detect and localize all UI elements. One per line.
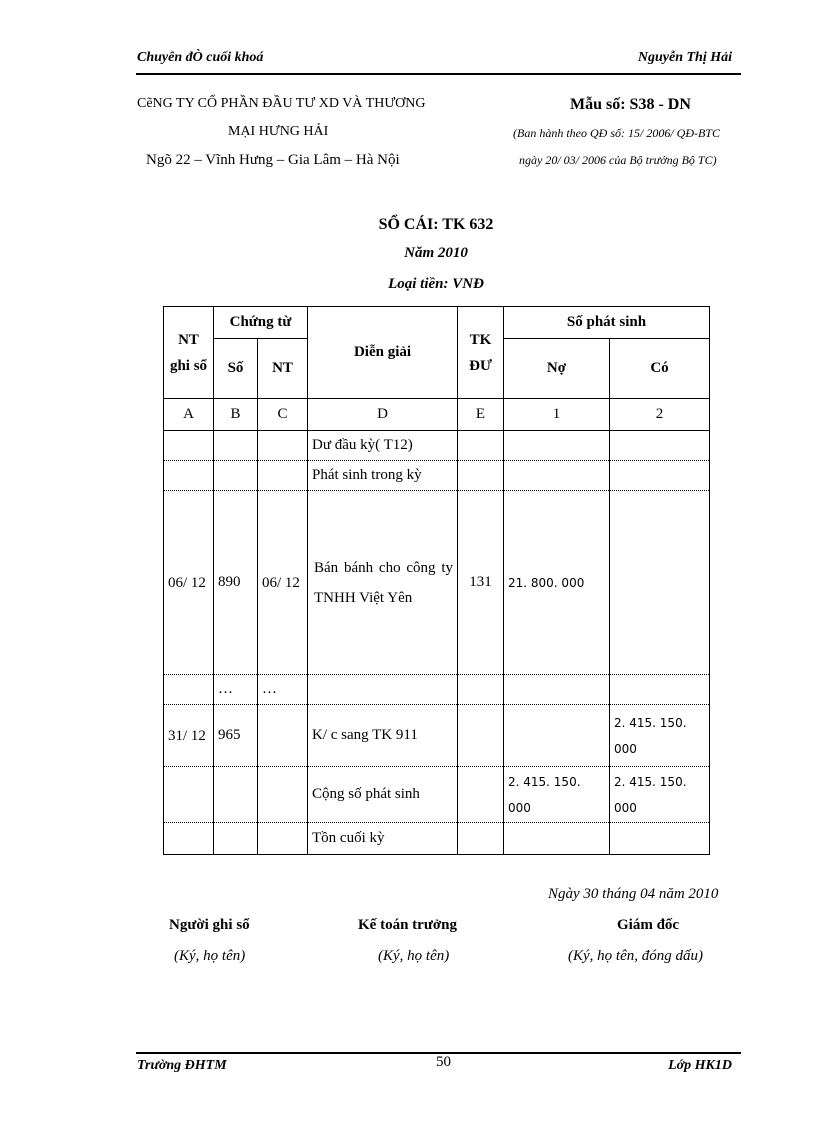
table-row bbox=[164, 461, 710, 491]
cell-dien-giai: Dư đầu kỳ( T12) bbox=[308, 431, 458, 461]
signer-chief-accountant-note: (Ký, họ tên) bbox=[378, 948, 450, 964]
cell-dien-giai: K/ c sang TK 911 bbox=[308, 705, 458, 767]
signature-date: Ngày 30 tháng 04 năm 2010 bbox=[548, 886, 719, 902]
cell-nt: 31/ 12 bbox=[164, 705, 214, 767]
header-divider bbox=[136, 73, 741, 75]
ledger-title: SỔ CÁI: TK 632 bbox=[378, 216, 494, 233]
form-issued-line2: ngày 20/ 03/ 2006 của Bộ trưởng Bộ TC) bbox=[519, 153, 717, 167]
cell-nt bbox=[164, 675, 214, 705]
cell-co: 2. 415. 150. 000 bbox=[610, 767, 710, 823]
cell-so: … bbox=[214, 675, 258, 705]
cell-so: 890 bbox=[214, 491, 258, 675]
cell-no bbox=[504, 823, 610, 855]
cell-nt bbox=[164, 823, 214, 855]
cell-tk bbox=[458, 767, 504, 823]
form-issued-line1: (Ban hành theo QĐ số: 15/ 2006/ QĐ-BTC bbox=[513, 126, 720, 140]
table-row bbox=[164, 491, 710, 675]
cell-dien-giai: Phát sinh trong kỳ bbox=[308, 461, 458, 491]
signer-bookkeeper-note: (Ký, họ tên) bbox=[174, 948, 246, 964]
cell-tk bbox=[458, 431, 504, 461]
ledger-table bbox=[163, 306, 710, 855]
header-so: Số bbox=[214, 339, 258, 399]
cell-so: 965 bbox=[214, 705, 258, 767]
cell-nt bbox=[164, 767, 214, 823]
header-tk-du: TK ĐƯ bbox=[458, 307, 504, 399]
cell-no bbox=[504, 705, 610, 767]
cell-dien-giai: Cộng số phát sinh bbox=[308, 767, 458, 823]
header-so-phat-sinh: Số phát sinh bbox=[504, 307, 710, 339]
cell-ntc bbox=[258, 705, 308, 767]
ledger-currency: Loại tiền: VNĐ bbox=[388, 276, 484, 292]
cell-so bbox=[214, 823, 258, 855]
signer-director-title: Giám đốc bbox=[617, 917, 680, 933]
company-name-line1: CẽNG TY CỔ PHẦN ĐẦU TƯ XD VÀ THƯƠNG bbox=[137, 96, 426, 111]
cell-no: 21. 800. 000 bbox=[504, 491, 610, 675]
cell-co: 2. 415. 150. 000 bbox=[610, 705, 710, 767]
cell-ntc bbox=[258, 461, 308, 491]
table-row bbox=[164, 431, 710, 461]
footer-right: Lớp HK1D bbox=[668, 1058, 732, 1073]
header-nt-ghi-so: NT ghi sổ bbox=[164, 307, 214, 399]
cell-dien-giai: Bán bánh cho công ty TNHH Việt Yên bbox=[308, 491, 458, 675]
cell-ntc: … bbox=[258, 675, 308, 705]
header-nt: NT bbox=[258, 339, 308, 399]
code-a: A bbox=[164, 399, 214, 431]
header-co: Có bbox=[610, 339, 710, 399]
cell-nt bbox=[164, 431, 214, 461]
cell-ntc bbox=[258, 767, 308, 823]
header-chung-tu: Chứng từ bbox=[214, 307, 308, 339]
cell-no bbox=[504, 461, 610, 491]
cell-ntc bbox=[258, 823, 308, 855]
signer-bookkeeper-title: Người ghi sổ bbox=[169, 917, 250, 933]
signer-director-note: (Ký, họ tên, đóng dấu) bbox=[568, 948, 703, 964]
code-e: E bbox=[458, 399, 504, 431]
header-left: Chuyên đÒ cuối khoá bbox=[137, 50, 264, 65]
cell-co bbox=[610, 461, 710, 491]
cell-ntc bbox=[258, 431, 308, 461]
table-row bbox=[164, 675, 710, 705]
cell-dien-giai: Tồn cuối kỳ bbox=[308, 823, 458, 855]
cell-co bbox=[610, 823, 710, 855]
form-code: Mẫu số: S38 - DN bbox=[570, 96, 691, 113]
code-b: B bbox=[214, 399, 258, 431]
cell-so bbox=[214, 431, 258, 461]
footer-left: Trường ĐHTM bbox=[137, 1058, 227, 1073]
company-name-line2: MẠI HƯNG HẢI bbox=[228, 124, 329, 139]
header-dien-giai: Diễn giải bbox=[308, 307, 458, 399]
cell-ntc: 06/ 12 bbox=[258, 491, 308, 675]
table-row bbox=[164, 705, 710, 767]
cell-no bbox=[504, 675, 610, 705]
header-right: Nguyễn Thị Hải bbox=[637, 50, 732, 65]
code-d: D bbox=[308, 399, 458, 431]
cell-no: 2. 415. 150. 000 bbox=[504, 767, 610, 823]
cell-tk bbox=[458, 823, 504, 855]
cell-nt bbox=[164, 461, 214, 491]
code-1: 1 bbox=[504, 399, 610, 431]
cell-nt: 06/ 12 bbox=[164, 491, 214, 675]
cell-tk bbox=[458, 675, 504, 705]
signer-chief-accountant-title: Kế toán trưởng bbox=[358, 917, 457, 933]
header-no: Nợ bbox=[504, 339, 610, 399]
table-row bbox=[164, 823, 710, 855]
cell-so bbox=[214, 767, 258, 823]
page-number: 50 bbox=[436, 1054, 451, 1070]
cell-co bbox=[610, 675, 710, 705]
ledger-year: Năm 2010 bbox=[404, 245, 468, 261]
cell-co bbox=[610, 491, 710, 675]
cell-no bbox=[504, 431, 610, 461]
cell-tk bbox=[458, 705, 504, 767]
company-address: Ngõ 22 – Vĩnh Hưng – Gia Lâm – Hà Nội bbox=[146, 152, 400, 168]
code-2: 2 bbox=[610, 399, 710, 431]
code-c: C bbox=[258, 399, 308, 431]
cell-tk bbox=[458, 461, 504, 491]
cell-so bbox=[214, 461, 258, 491]
cell-dien-giai bbox=[308, 675, 458, 705]
table-row bbox=[164, 767, 710, 823]
cell-tk: 131 bbox=[458, 491, 504, 675]
cell-co bbox=[610, 431, 710, 461]
